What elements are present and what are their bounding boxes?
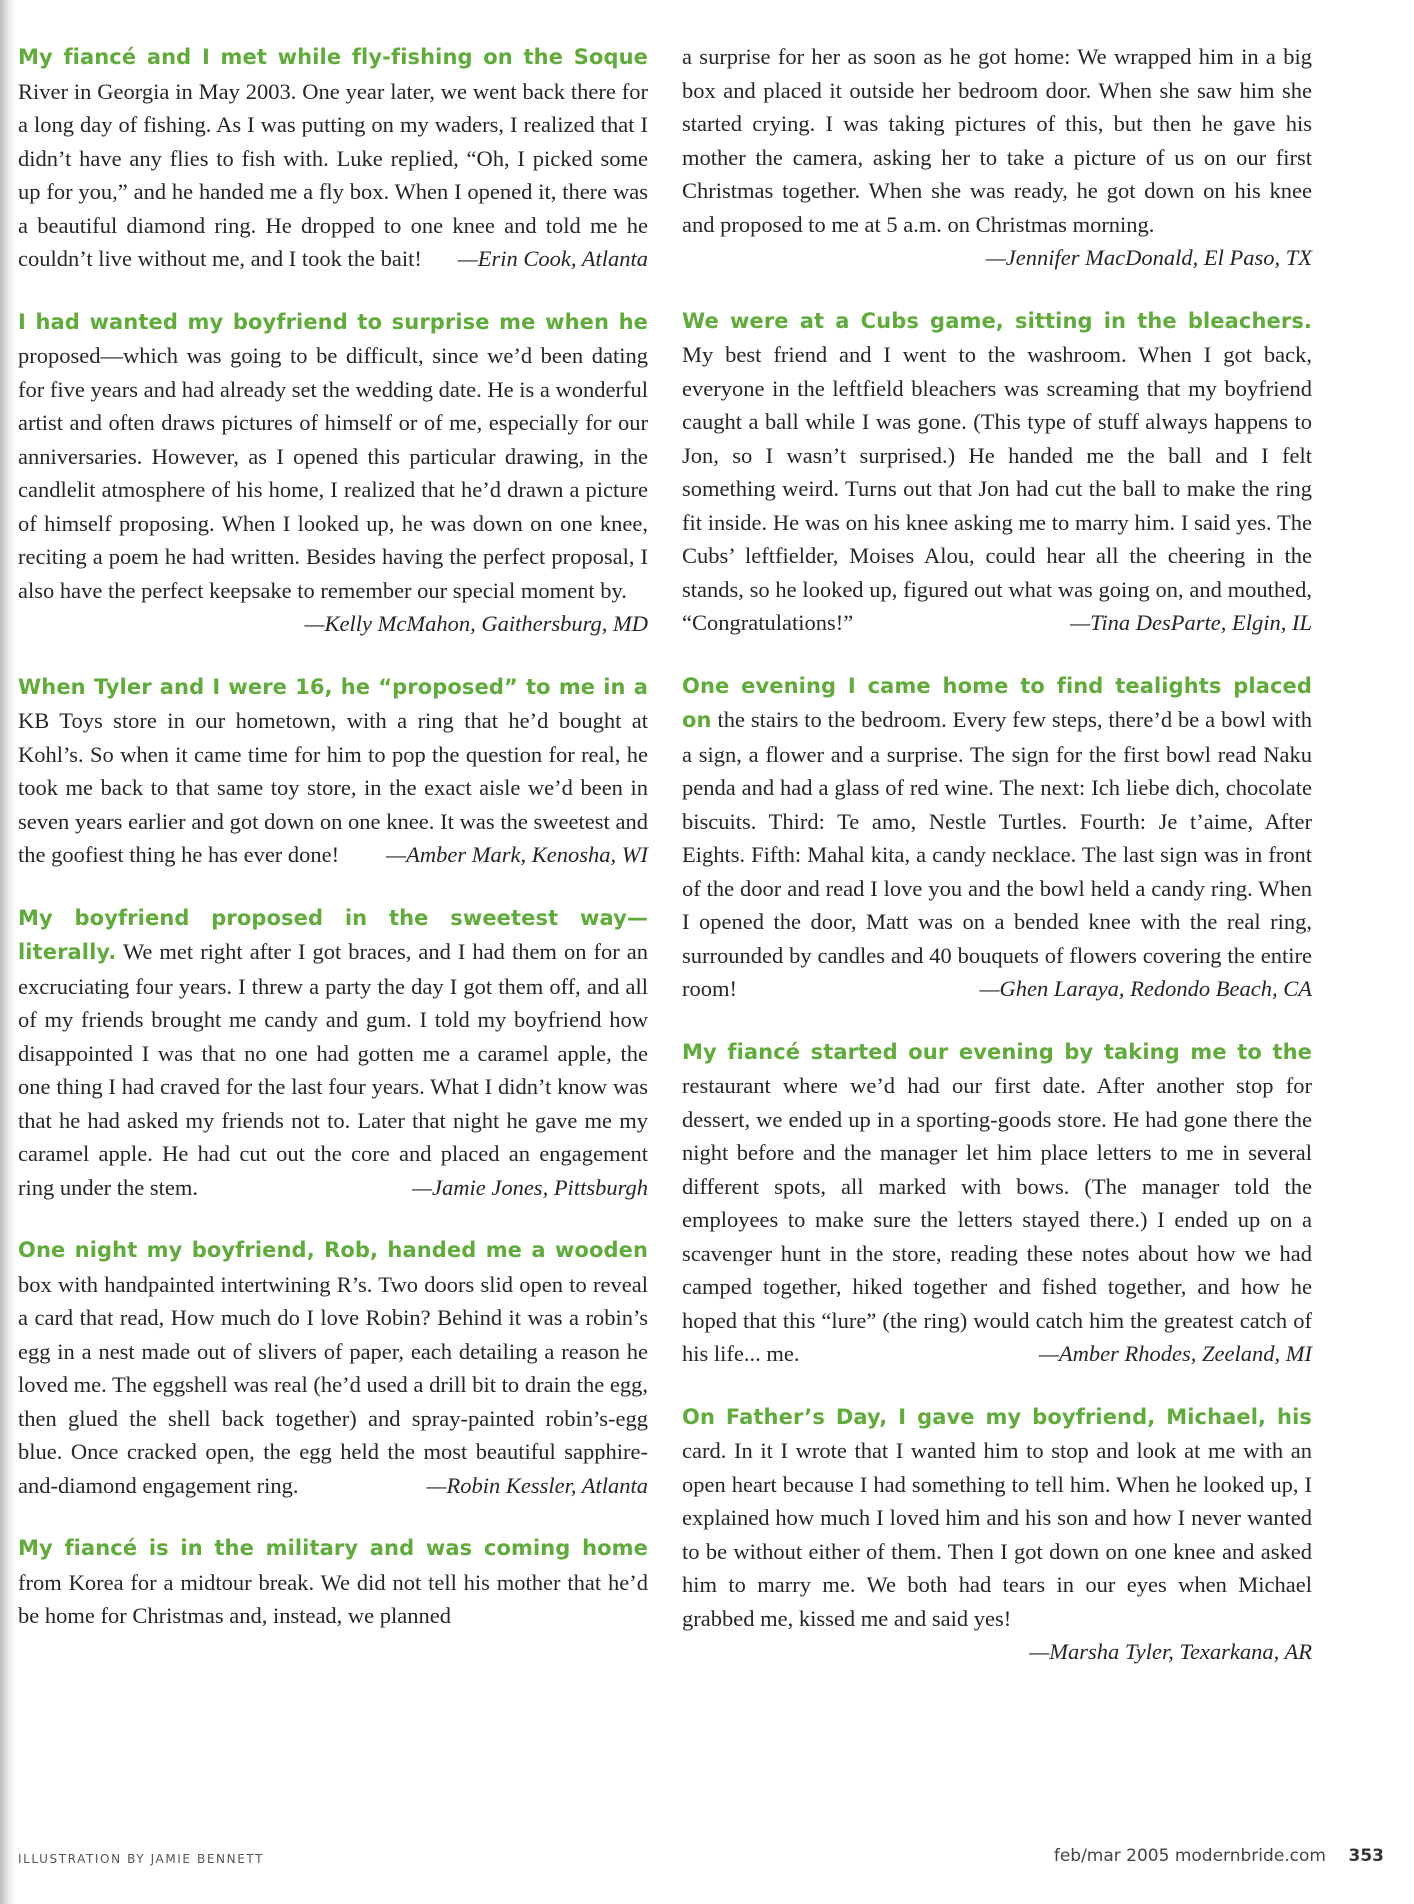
story-lead: My fiancé and I met while fly-fishing on the Soque (18, 45, 648, 69)
story-lead: My boyfriend proposed in the sweetest way—literally. (18, 905, 648, 964)
page-number: 353 (1348, 1846, 1384, 1866)
story-lead: One night my boyfriend, Rob, handed me a wooden (18, 1238, 648, 1262)
story-erin-cook (18, 40, 648, 276)
story-lead: One evening I came home to find tealights placed on (682, 673, 1312, 732)
story-ghen-laraya (682, 669, 1312, 1006)
story-robin-kessler (18, 1233, 648, 1502)
story-tina-desparte (682, 304, 1312, 640)
story-body: proposed—which was going to be difficult, since we’d been dating for five years and had already set the wedding date. He is a wonderful artist and often draws pictures of himself or of me, especially for our anniversaries. However, as I opened this particular drawing, in the candlelit atmosphere of his home, I realized that he’d drawn a picture of himself proposing. When I looked up, he was down on one knee, reciting a poem he had written. Besides having the perfect proposal, I also have the perfect keepsake to remember our special moment by. (18, 343, 648, 603)
story-signature: —Kelly McMahon, Gaithersburg, MD (304, 611, 648, 636)
story-military-fiance (18, 1531, 648, 1633)
page-edge-shadow (0, 0, 16, 1904)
issue-line: feb/mar 2005 modernbride.com (1053, 1846, 1326, 1866)
story-signature: —Erin Cook, Atlanta (457, 246, 648, 271)
story-marsha-tyler (682, 1400, 1312, 1669)
story-body: KB Toys store in our hometown, with a ring that he’d bought at Kohl’s. So when it came time for him to pop the question for real, he took me back to that same toy store, in the exact aisle we’d been in seven years earlier and got down on one knee. It was the sweetest and the goofiest thing he has ever done! (18, 708, 648, 867)
story-body: My best friend and I went to the washroom. When I got back, everyone in the leftfield bleachers was screaming that my boyfriend caught a ball while I was gone. (This type of stuff always happens to Jon, so I wasn’t surprised.) He handed me the ball and I felt something weird. Turns out that Jon had cut the ball to make the ring fit inside. He was on his knee asking me to marry him. I said yes. The Cubs’ leftfielder, Moises Alou, could hear all the cheering in the stands, so he looked up, figured out what was going on, and mouthed, “Congratulations!” (682, 342, 1312, 635)
story-kelly-mcmahon (18, 305, 648, 641)
story-lead: On Father’s Day, I gave my boyfriend, Michael, his (682, 1404, 1312, 1429)
story-signature: —Ghen Laraya, Redondo Beach, CA (979, 976, 1312, 1001)
story-body: box with handpainted intertwining R’s. Two doors slid open to reveal a card that read, How much do I love Robin? Behind it was a robin’s egg in a nest made out of slivers of paper, each detailing a reason he loved me. The eggshell was real (he’d used a drill bit to drain the egg, then glued the shell back together) and spray-painted robin’s-egg blue. Once cracked open, the egg held the most beautiful sapphire-and-diamond engagement ring. (18, 1271, 648, 1498)
story-signature: —Robin Kessler, Atlanta (426, 1472, 648, 1498)
story-signature: —Amber Mark, Kenosha, WI (386, 842, 648, 867)
right-column (682, 40, 1312, 1698)
story-body: card. In it I wrote that I wanted him to stop and look at me with an open heart because I had something to tell him. When he looked up, I explained how much I loved him and his son and how I never wanted to be without either of them. Then I got down on one knee and asked him to marry me. We both had tears in our eyes when Michael grabbed me, kissed me and said yes! (682, 1438, 1312, 1631)
illustration-credit: ILLUSTRATION BY JAMIE BENNETT (18, 1852, 265, 1866)
story-body: restaurant where we’d had our first date. After another stop for dessert, we ended up in a sporting-goods store. He had gone there the night before and the manager let him place letters to me in several different spots, all marked with bows. (The manager told the employees to make sure the letters stayed there.) I ended up on a scavenger hunt in the store, reading these notes about how we had camped together, hiked together and fished together, and how he hoped that this “lure” (the ring) would catch him the greatest catch of his life... me. (682, 1073, 1312, 1366)
left-column (18, 40, 648, 1662)
story-body: We met right after I got braces, and I had them on for an excruciating four years. I threw a party the day I got them off, and all of my friends brought me candy and gum. I told my boyfriend how disappointed I was that no one had gotten me a caramel apple, the one thing I had craved for the last four years. What I didn’t know was that he had asked my friends not to. Later that night he gave me my caramel apple. He had cut out the core and placed an engagement ring under the stem. (18, 939, 648, 1200)
story-signature: —Jamie Jones, Pittsburgh (411, 1174, 648, 1200)
story-jennifer-macdonald (682, 40, 1312, 275)
story-lead: My fiancé is in the military and was coming home (18, 1536, 648, 1560)
story-signature: —Jennifer MacDonald, El Paso, TX (985, 245, 1312, 270)
story-lead: My fiancé started our evening by taking me to the (682, 1039, 1312, 1064)
story-signature: —Tina DesParte, Elgin, IL (1070, 610, 1312, 635)
story-lead: I had wanted my boyfriend to surprise me when he (18, 309, 648, 334)
story-body: from Korea for a midtour break. We did not tell his mother that he’d be home for Christmas and, instead, we planned (18, 1569, 648, 1628)
story-lead: We were at a Cubs game, sitting in the bleachers. (682, 308, 1312, 333)
story-lead: When Tyler and I were 16, he “proposed” to me in a (18, 674, 648, 699)
story-body: a surprise for her as soon as he got home: We wrapped him in a big box and placed it outside her bedroom door. When she saw him she started crying. I was taking pictures of this, but then he gave his mother the camera, asking her to take a picture of us on our first Christmas together. When she was ready, he got down on his knee and proposed to me at 5 a.m. on Christmas morning. (682, 44, 1312, 237)
story-signature: —Amber Rhodes, Zeeland, MI (1038, 1341, 1312, 1366)
story-signature: —Marsha Tyler, Texarkana, AR (1029, 1639, 1312, 1664)
story-amber-mark (18, 670, 648, 872)
story-body: the stairs to the bedroom. Every few steps, there’d be a bowl with a sign, a flower and a surprise. The sign for the first bowl read Naku penda and had a glass of red wine. The next: Ich liebe dich, chocolate biscuits. Third: Te amo, Nestle Turtles. Fourth: Je t’aime, After Eights. Fifth: Mahal kita, a candy necklace. The last sign was in front of the door and read I love you and the bowl held a candy ring. When I opened the door, Matt was on a bended knee with the real ring, surrounded by candles and 40 bouquets of flowers covering the entire room! (682, 707, 1312, 1001)
story-body: River in Georgia in May 2003. One year later, we went back there for a long day of fishing. As I was putting on my waders, I realized that I didn’t have any flies to fish with. Luke replied, “Oh, I picked some up for you,” and he handed me a fly box. When I opened it, there was a beautiful diamond ring. He dropped to one knee and told me he couldn’t live without me, and I took the bait! (18, 78, 648, 271)
story-jamie-jones (18, 901, 648, 1205)
story-amber-rhodes (682, 1035, 1312, 1371)
